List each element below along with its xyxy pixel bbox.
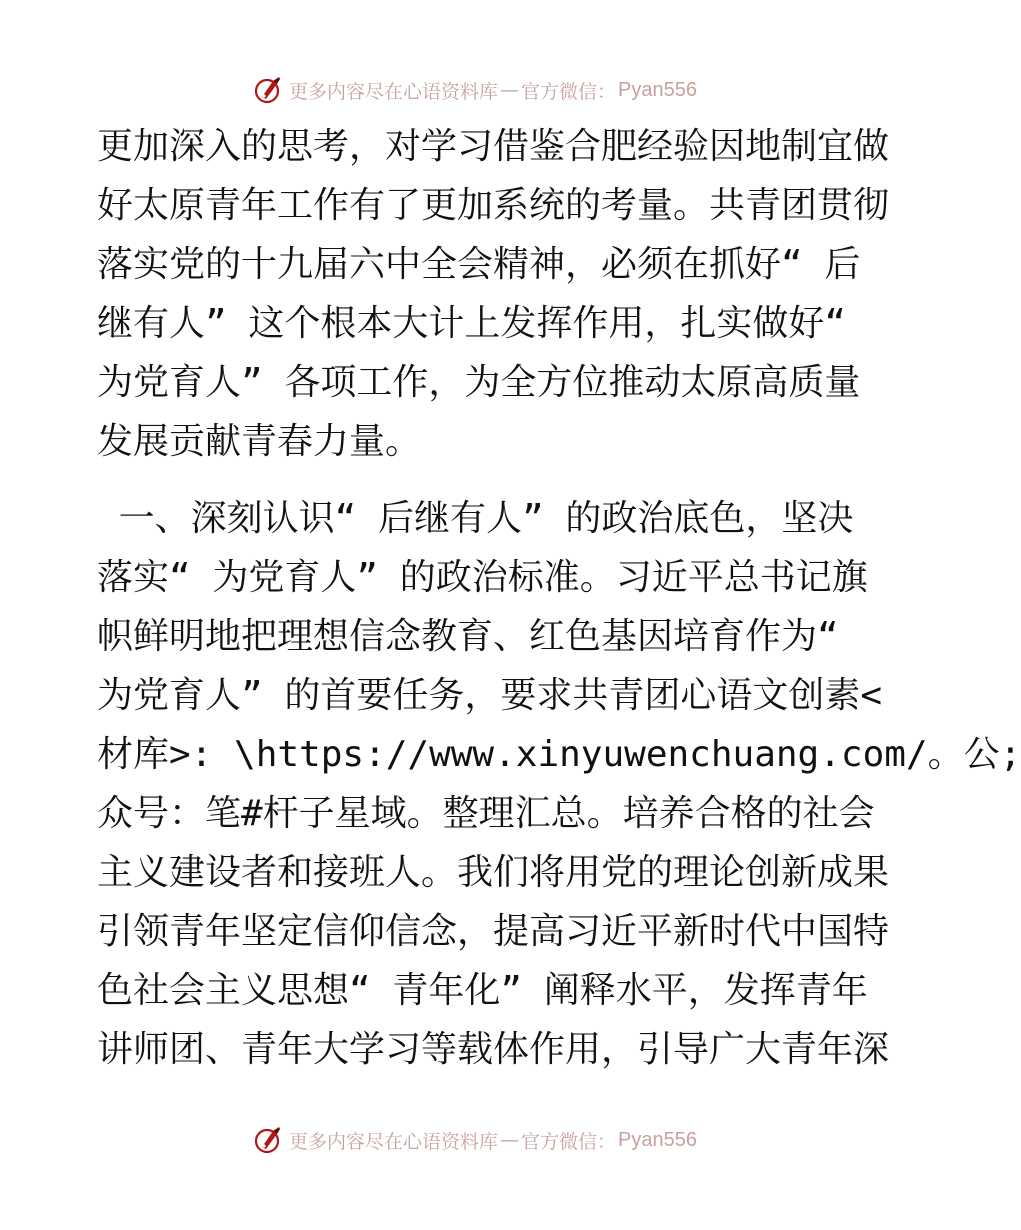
text-line: 讲师团、青年大学习等载体作用，引导广大青年深: [97, 1029, 890, 1070]
footer-banner-separator: —: [500, 1129, 520, 1151]
text-line: 一、深刻认识“ 后继有人” 的政治底色，坚决: [97, 498, 854, 539]
text-line: 帜鲜明地把理想信念教育、红色基因培育作为“: [97, 616, 839, 657]
text-line: 众号：笔#杆子星域。整理汇总。培养合格的社会: [97, 793, 875, 834]
footer-banner: [0, 1122, 950, 1158]
text-line: 为党育人” 各项工作，为全方位推动太原高质量: [97, 362, 861, 403]
paragraph-2: [97, 489, 1021, 1079]
header-official-label: 官方微信：: [521, 80, 617, 103]
paragraph-gap: [97, 471, 857, 489]
header-banner-text: 更多内容尽在心语资料库: [289, 80, 499, 103]
footer-wechat-id: Pyan556: [618, 1128, 697, 1151]
text-line: 为党育人” 的首要任务，要求共青团心语文创素<: [97, 675, 883, 716]
header-banner: [0, 72, 950, 108]
fountain-pen-logo-icon: [253, 1125, 283, 1155]
text-line: 落实党的十九届六中全会精神，必须在抓好“ 后: [97, 244, 861, 285]
fountain-pen-logo-icon: [253, 75, 283, 105]
text-line: 色社会主义思想“ 青年化” 阐释水平，发挥青年: [97, 970, 868, 1011]
text-line: 落实“ 为党育人” 的政治标准。习近平总书记旗: [97, 557, 868, 598]
document-body: [97, 117, 1021, 1079]
text-line: 引领青年坚定信仰信念，提高习近平新时代中国特: [97, 911, 890, 952]
text-line: 主义建设者和接班人。我们将用党的理论创新成果: [97, 852, 890, 893]
footer-banner-text: 更多内容尽在心语资料库: [289, 1130, 499, 1153]
header-wechat-id: Pyan556: [618, 78, 697, 101]
footer-official-label: 官方微信：: [521, 1130, 617, 1153]
text-line: 继有人” 这个根本大计上发挥作用，扎实做好“: [97, 303, 847, 344]
text-line: 发展贡献青春力量。: [97, 421, 422, 462]
paragraph-1: [97, 117, 890, 471]
text-line: 好太原青年工作有了更加系统的考量。共青团贯彻: [97, 185, 890, 226]
header-banner-separator: —: [500, 79, 520, 101]
text-line: 更加深入的思考，对学习借鉴合肥经验因地制宜做: [97, 126, 890, 167]
text-line: 材库>: \https://www.xinyuwenchuang.com/。公;: [97, 734, 1021, 775]
